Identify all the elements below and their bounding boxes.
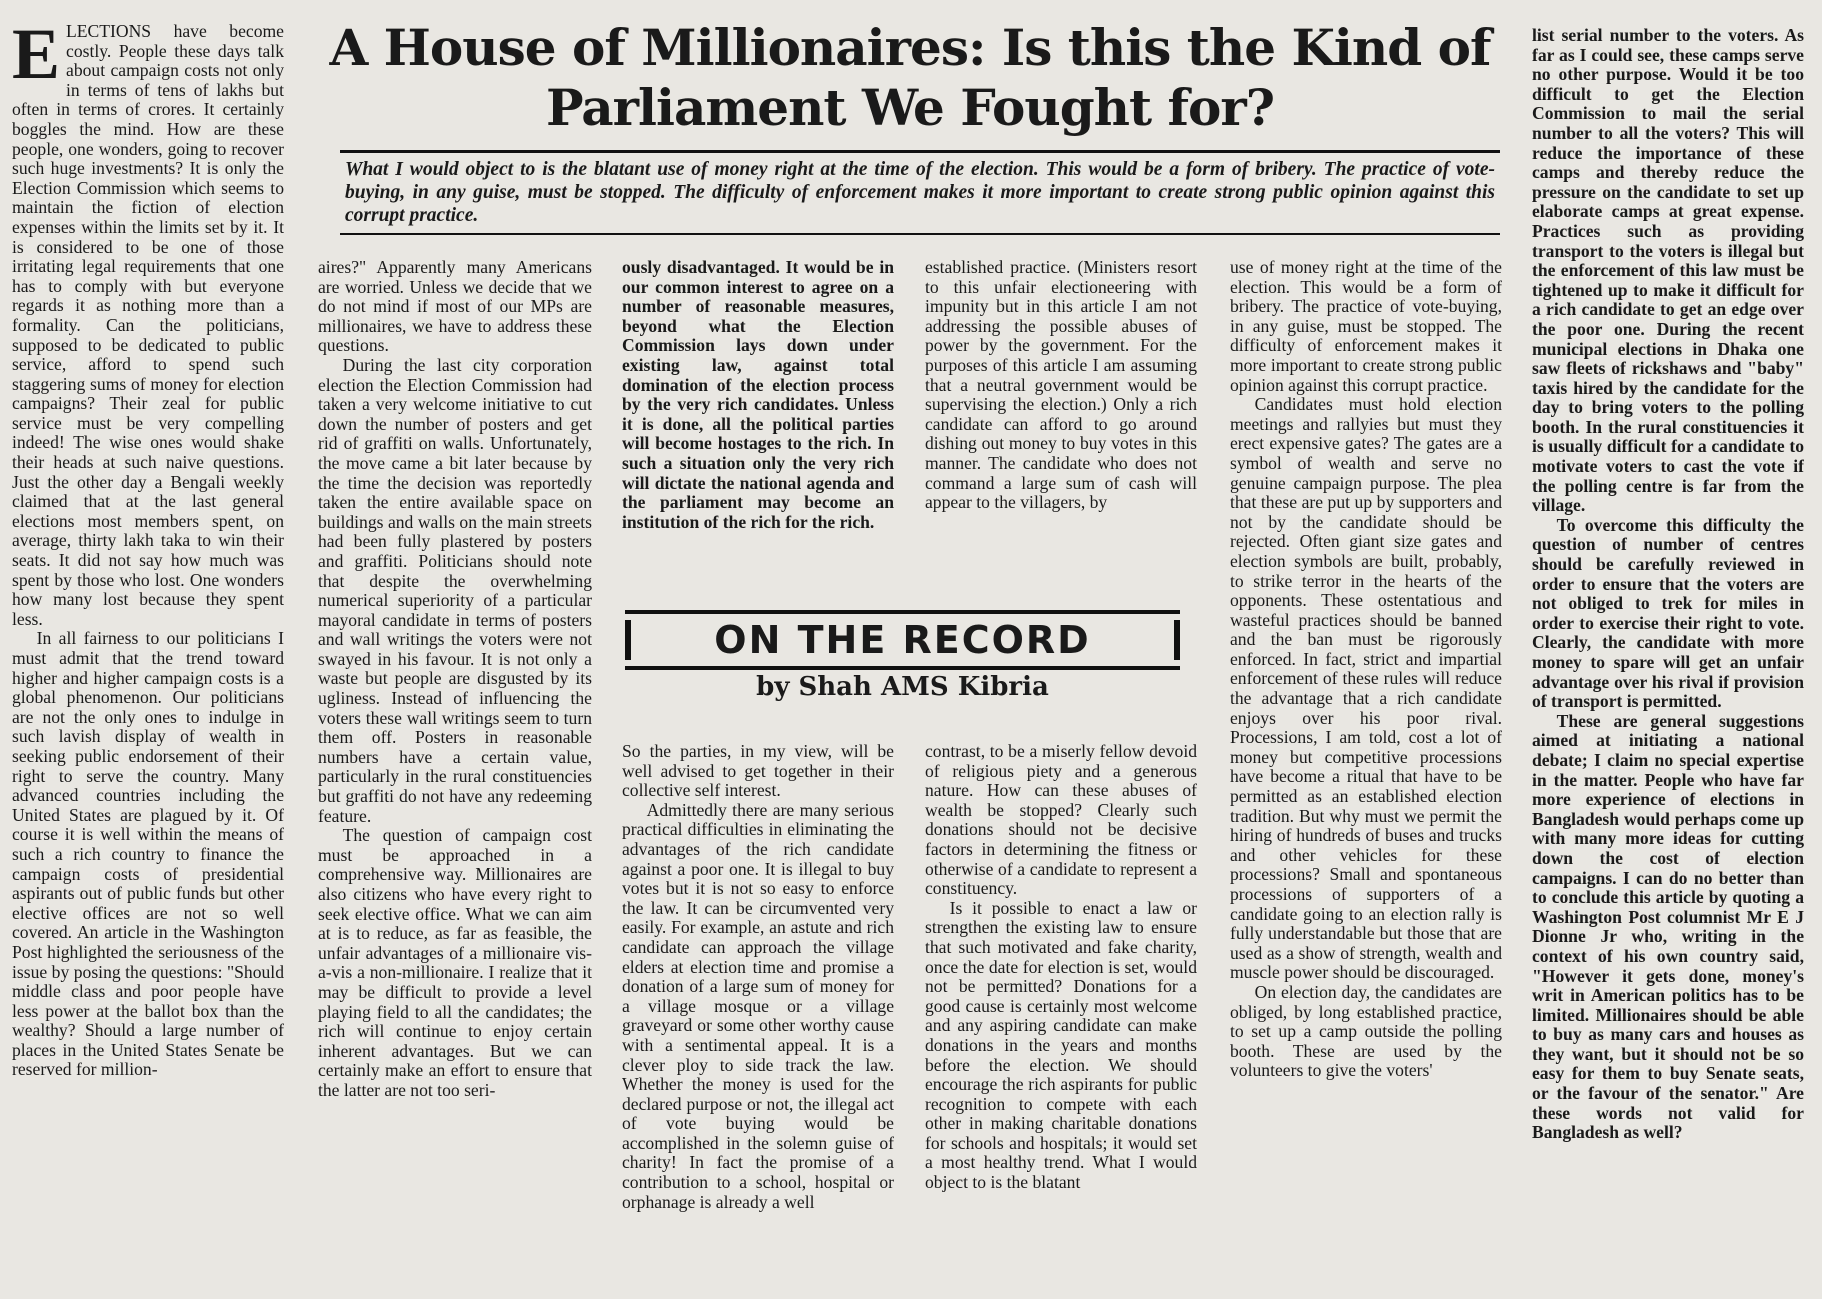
headline: A House of Millionaires: Is this the Kind of Parliament We Fought for? (329, 18, 1491, 137)
column-1 (12, 22, 284, 1294)
column-2-paragraph-1: aires?" Apparently many Americans are worried. Unless we decide that we do not mind if most of our MPs are millionaires, we have to address these questions. (318, 258, 592, 356)
column-title-box: ON THE RECORD (625, 610, 1180, 670)
column-3-top (622, 258, 894, 576)
drop-cap: E (12, 22, 61, 94)
column-1-paragraph-2: In all fairness to our politicians I must admit that the trend toward higher and higher campaign costs is a global phenomenon. Our politicians are not the only ones to indulge in such lavish display of wealth in seeking public endorsement of their right to serve the country. Many advanced countries including the United States are plagued by it. Of course it is well within the means of such a rich country to finance the campaign costs of presidential aspirants out of public funds but other elective offices are not so well covered. An article in the Washington Post highlighted the seriousness of the issue by posing the questions: "Should middle class and poor people have less power at the ballot box than the wealthy? Should a large number of places in the United States Senate be reserved for million- (12, 628, 284, 1080)
column-4-top (925, 258, 1197, 576)
column-4-bottom (925, 742, 1197, 1294)
column-6-paragraph-1: list serial number to the voters. As far as I could see, these camps serve no other purpose. Would it be too difficult to get the Election Commission to mail the serial number to all the voters? This will reduce the importance of these camps and thereby reduce the pressure on the candidate to set up elaborate camps at great expense. Practices such as providing transport to the voters is illegal but the enforcement of this law must be tightened up to make it difficult for a rich candidate to get an edge over the poor one. During the recent municipal elections in Dhaka one saw fleets of rickshaws and "baby" taxis hired by the candidate for the day to bring voters to the polling booth. In the rural constituencies it is usually difficult for a candidate to motivate voters to cast the vote if the polling centre is far from the village. (1532, 26, 1804, 516)
column-5-paragraph-3: On election day, the candidates are obliged, by long established practice, to set up a camp outside the polling booth. These are used by the volunteers to give the voters' (1230, 981, 1502, 1081)
column-3-top-paragraph-1: ously disadvantaged. It would be in our common interest to agree on a number of reasonable measures, beyond what the Election Commission lays down under existing law, against total domination of the election process by the very rich candidates. Unless it is done, all the political parties will become hostages to the rich. In such a situation only the very rich will dictate the national agenda and the parliament may become an institution of the rich for the rich. (622, 258, 894, 532)
column-4-top-paragraph-1: established practice. (Ministers resort to this unfair electioneering with impunity but in this article I am not addressing the possible abuses of power by the government. For the purposes of this article I am assuming that a neutral government would be supervising the election.) Only a rich candidate can afford to go around dishing out money to buy votes in this manner. The candidate who does not command a large sum of cash will appear to the villagers, by (925, 258, 1197, 513)
column-2-paragraph-2: During the last city corporation election the Election Commission had taken a very welcome initiative to cut down the number of posters and get rid of graffiti on walls. Unfortunately, the move came a bit later because by the time the decision was reportedly taken the entire available space on buildings and walls on the main streets had been fully plastered by posters and graffiti. Politicians should note that despite the overwhelming numerical superiority of a particular mayoral candidate in terms of posters and wall writings the voters were not swayed in his favour. It is not only a waste but people are disgusted by its ugliness. Instead of influencing the voters these wall writings seem to turn them off. Posters in reasonable numbers have a certain value, particularly in the rural constituencies but graffiti do not have any redeeming feature. (318, 354, 592, 826)
column-5 (1230, 258, 1502, 1294)
column-4-bottom-paragraph-2: Is it possible to enact a law or strengthen the existing law to ensure that such motivated and fake charity, once the date for election is set, would not be permitted? Donations for a good cause is certainly most welcome and any aspiring candidate can make donations in the years and months before the election. We should encourage the rich aspirants for public recognition to compete with each other in making charitable donations for schools and hospitals; it would set a most healthy trend. What I would object to is the blatant (925, 897, 1197, 1193)
column-6 (1532, 26, 1804, 1294)
headline-rule (340, 150, 1500, 153)
column-1-paragraph-1: ELECTIONS have become costly. People these days talk about campaign costs not only in terms of tens of lakhs but often in terms of crores. It certainly boggles the mind. How are these people, one wonders, going to recover such huge investments? It is only the Election Commission which seems to maintain the fiction of election expenses within the limits set by it. It is considered to be one of those irritating legal requirements that one has to comply with but everyone regards it as nothing more than a formality. Can the politicians, supposed to be dedicated to public service, afford to spend such staggering sums of money for election campaigns? Their zeal for public service must be very compelling indeed! The wise ones would shake their heads at such naive questions. Just the other day a Bengali weekly claimed that at the last general elections most members spent, on average, thirty lakh taka to win their seats. It did not say how much was spent by those who lost. One wonders how many lost because they spent less. (12, 22, 284, 629)
column-3-bottom (622, 742, 894, 1294)
column-3-bottom-paragraph-2: Admittedly there are many serious practical difficulties in eliminating the advantages of the rich candidate against a poor one. It is illegal to buy votes but it is not so easy to enforce the law. It can be circumvented very easily. For example, an astute and rich candidate can approach the village elders at election time and promise a donation of a large sum of money for a village mosque or a village graveyard or some other worthy cause with a sentimental appeal. It is a clever ploy to side track the law. Whether the money is used for the declared purpose or not, the illegal act of vote buying would be accomplished in the solemn guise of charity! In fact the promise of a contribution to a school, hospital or orphanage is already a well (622, 799, 894, 1212)
column-4-bottom-paragraph-1: contrast, to be a miserly fellow devoid of religious piety and a generous nature. How can these abuses of wealth be stopped? Clearly such donations should not be decisive factors in determining the fitness or otherwise of a candidate to represent a constituency. (925, 742, 1197, 899)
column-2-paragraph-3: The question of campaign cost must be approached in a comprehensive way. Millionaires are also citizens who have every right to seek elective office. What we can aim at is to reduce, as far as feasible, the unfair advantages of a millionaire vis-a-vis a non-millionaire. I realize that it may be difficult to provide a level playing field to all the candidates; the rich will continue to enjoy certain inherent advantages. But we can certainly make an effort to ensure that the latter are not too seri- (318, 825, 592, 1100)
column-5-paragraph-1: use of money right at the time of the election. This would be a form of bribery. The practice of vote-buying, in any guise, must be stopped. The difficulty of enforcement makes it more important to create strong public opinion against this corrupt practice. (1230, 258, 1502, 395)
deck: What I would object to is the blatant use of money right at the time of the election. This would be a form of bribery. The practice of vote-buying, in any guise, must be stopped. The difficulty of enforcement makes it more important to create strong public opinion against this corrupt practice. (345, 159, 1495, 226)
deck-rule (340, 233, 1500, 235)
column-3-bottom-paragraph-1: So the parties, in my view, will be well advised to get together in their collective self interest. (622, 742, 894, 801)
byline: by Shah AMS Kibria (756, 672, 1049, 702)
column-2 (318, 258, 592, 1294)
column-6-paragraph-3: These are general suggestions aimed at initiating a national debate; I claim no special expertise in the matter. People who have far more experience of elections in Bangladesh would perhaps come up with many more ideas for cutting down the cost of election campaigns. I can do no better than to conclude this article by quoting a Washington Post columnist Mr E J Dionne Jr who, writing in the context of his own country said, "However it gets done, money's writ in American politics has to be limited. Millionaires should be able to buy as many cars and houses as they want, but it should not be so easy for them to buy Senate seats, or the favour of the senator." Are these words not valid for Bangladesh as well? (1532, 710, 1804, 1143)
column-6-paragraph-2: To overcome this difficulty the question of number of centres should be carefully reviewed in order to ensure that the voters are not obliged to trek for miles in order to exercise their right to vote. Clearly, the candidate with more money to spare will get an unfair advantage over his rival if provision of transport is permitted. (1532, 514, 1804, 712)
column-5-paragraph-2: Candidates must hold election meetings and rallyies but must they erect expensive gates? The gates are a symbol of wealth and serve no genuine campaign purpose. The plea that these are put up by supporters and not by the candidate should be rejected. Often giant size gates and election symbols are built, probably, to strike terror in the hearts of the opponents. These ostentatious and wasteful practices should be banned and the ban must be rigorously enforced. In fact, strict and impartial enforcement of these rules will reduce the advantage that a rich candidate enjoys over his poor rival. Processions, I am told, cost a lot of money but competitive processions have become a ritual that have to be permitted as an established election tradition. But why must we permit the hiring of hundreds of buses and trucks and other vehicles for these processions? Small and spontaneous processions of supporters of a candidate going to an election rally is fully understandable but those that are used as a show of strength, wealth and muscle power should be discouraged. (1230, 394, 1502, 983)
